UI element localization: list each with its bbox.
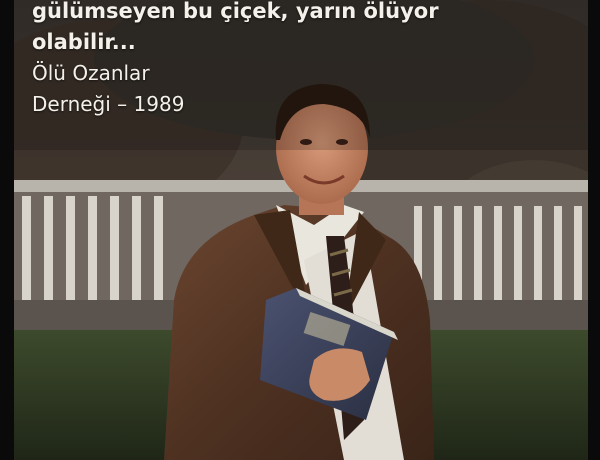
film-title-line-2: Derneği – 1989 [32, 92, 185, 116]
quote-line-2: olabilir... [32, 30, 136, 54]
film-title-line-1: Ölü Ozanlar [32, 61, 150, 85]
quote-caption [32, 0, 552, 120]
right-border [588, 0, 600, 460]
quote-line-1: gülümseyen bu çiçek, yarın ölüyor [32, 0, 439, 23]
left-border [0, 0, 14, 460]
